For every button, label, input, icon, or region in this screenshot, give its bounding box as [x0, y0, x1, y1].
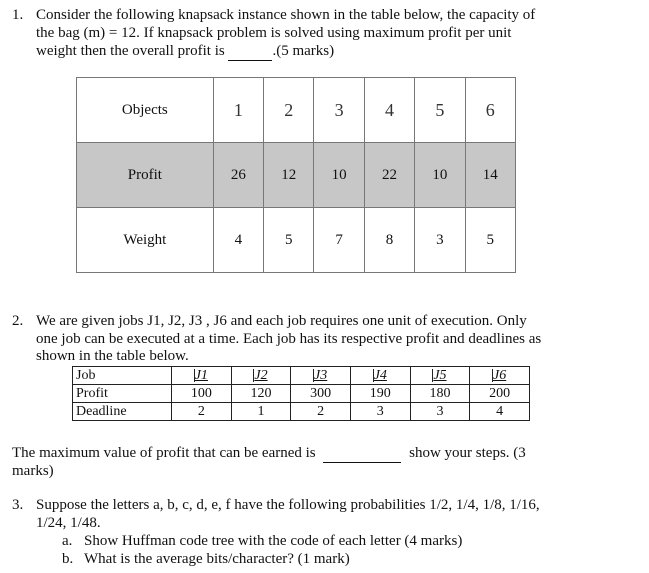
job-deadline-cell: 2	[172, 403, 232, 421]
profit-cell: 22	[364, 143, 414, 208]
object-cell: 2	[264, 78, 314, 143]
object-cell: 4	[364, 78, 414, 143]
job-cell	[291, 367, 351, 385]
job-deadline-cell: 4	[470, 403, 530, 421]
profit-cell: 10	[415, 143, 465, 208]
row-label-profit: Profit	[73, 385, 172, 403]
weight-cell: 4	[213, 208, 263, 273]
knapsack-table	[76, 77, 516, 273]
job-cell	[470, 367, 530, 385]
question-3-line-2: 1/24, 1/48.	[36, 515, 101, 531]
question-3-item-b-marker: b.	[62, 551, 74, 567]
job-deadline-cell: 3	[410, 403, 470, 421]
profit-cell: 10	[314, 143, 364, 208]
job-id: J2	[254, 367, 268, 383]
job-id: J6	[493, 367, 507, 383]
question-3-line-1: Suppose the letters a, b, c, d, e, f have the following probabilities 1/2, 1/4, 1/8, 1/16,	[36, 497, 540, 513]
question-1-marks: .(5 marks)	[272, 43, 335, 59]
job-id: J4	[373, 367, 387, 383]
job-profit-cell: 190	[350, 385, 410, 403]
job-deadline-cell: 1	[231, 403, 291, 421]
question-1-line-3-text: weight then the overall profit is	[36, 43, 225, 59]
row-label-job: Job	[73, 367, 172, 385]
question-2-answer-line	[12, 444, 526, 463]
object-cell: 1	[213, 78, 263, 143]
profit-cell: 26	[213, 143, 263, 208]
row-label-profit: Profit	[77, 143, 214, 208]
question-3-item-a-marker: a.	[62, 533, 73, 549]
job-profit-cell: 200	[470, 385, 530, 403]
row-label-weight: Weight	[77, 208, 214, 273]
job-id: J1	[194, 367, 208, 383]
job-deadline-cell: 3	[350, 403, 410, 421]
row-label-objects: Objects	[77, 78, 214, 143]
job-cell	[410, 367, 470, 385]
job-profit-cell: 100	[172, 385, 232, 403]
object-cell: 5	[415, 78, 465, 143]
profit-cell: 12	[264, 143, 314, 208]
job-profit-cell: 120	[231, 385, 291, 403]
question-1-line-2: the bag (m) = 12. If knapsack problem is solved using maximum profit per unit	[36, 25, 512, 41]
question-2-line-1: We are given jobs J1, J2, J3 , J6 and each job requires one unit of execution. Only	[36, 313, 527, 329]
job-deadline-cell: 2	[291, 403, 351, 421]
job-cell	[350, 367, 410, 385]
job-cell	[172, 367, 232, 385]
weight-cell: 7	[314, 208, 364, 273]
question-3-item-b: What is the average bits/character? (1 mark)	[84, 551, 350, 567]
answer-blank-2	[323, 444, 401, 463]
question-2-line-2: one job can be executed at a time. Each job has its respective profit and deadlines as	[36, 331, 542, 347]
question-3-number: 3.	[12, 497, 24, 513]
weight-cell: 5	[264, 208, 314, 273]
question-2-number: 2.	[12, 313, 24, 329]
answer-blank-1	[228, 42, 272, 61]
profit-cell: 14	[465, 143, 515, 208]
question-1-number: 1.	[12, 7, 24, 23]
object-cell: 6	[465, 78, 515, 143]
weight-cell: 3	[415, 208, 465, 273]
question-1-line-1: Consider the following knapsack instance shown in the table below, the capacity of	[36, 7, 536, 23]
job-id: J5	[433, 367, 447, 383]
question-2-answer-text: The maximum value of profit that can be earned is	[12, 445, 316, 461]
question-1-line-3	[36, 42, 334, 61]
job-id: J3	[314, 367, 328, 383]
job-profit-cell: 180	[410, 385, 470, 403]
question-2-marks: marks)	[12, 463, 54, 479]
weight-cell: 8	[364, 208, 414, 273]
weight-cell: 5	[465, 208, 515, 273]
question-3-item-a: Show Huffman code tree with the code of each letter (4 marks)	[84, 533, 463, 549]
question-2-line-3: shown in the table below.	[36, 348, 189, 364]
row-label-deadline: Deadline	[73, 403, 172, 421]
jobs-table	[72, 366, 530, 421]
question-2-steps-text: show your steps. (3	[409, 445, 526, 461]
object-cell: 3	[314, 78, 364, 143]
job-cell	[231, 367, 291, 385]
job-profit-cell: 300	[291, 385, 351, 403]
